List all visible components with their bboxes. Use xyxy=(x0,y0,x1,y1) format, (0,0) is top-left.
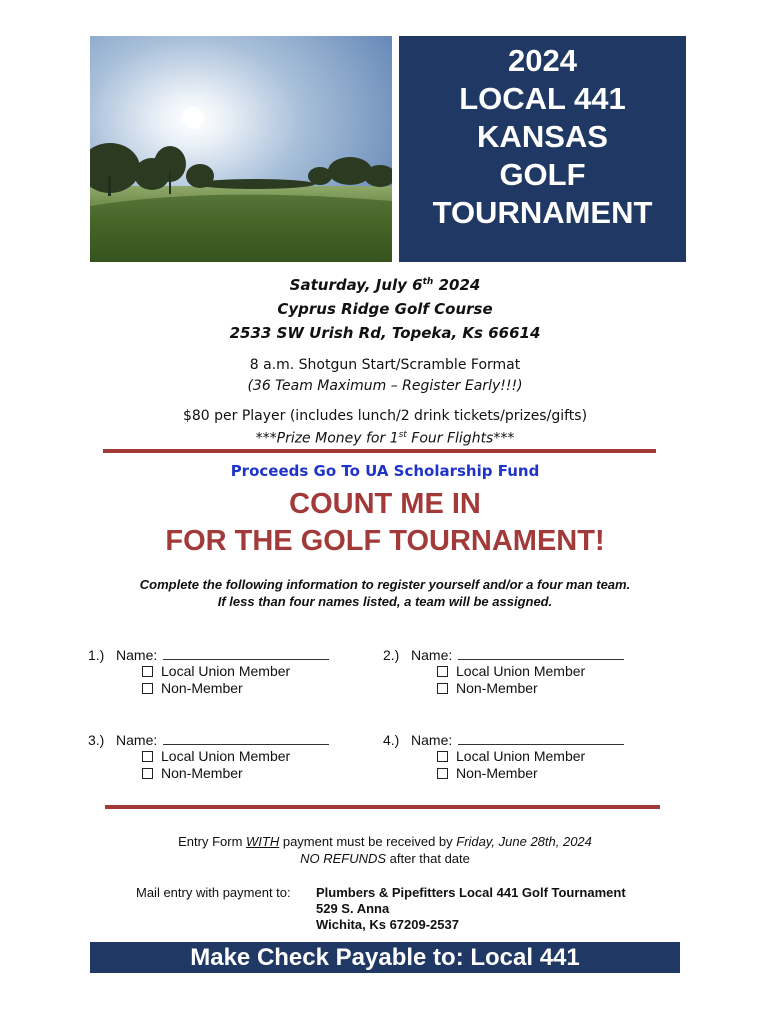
title-year: 2024 xyxy=(508,43,577,78)
non-member-label: Non-Member xyxy=(456,680,538,696)
event-prize: ***Prize Money for 1st Four Flights*** xyxy=(255,430,515,447)
name-input-line[interactable] xyxy=(458,646,624,660)
divider-bottom xyxy=(105,805,660,809)
refund-note: NO REFUNDS after that date xyxy=(300,851,470,866)
local-union-member-checkbox[interactable] xyxy=(142,666,153,677)
registrant-2 xyxy=(383,646,624,697)
title-golf: GOLF xyxy=(499,157,586,192)
name-input-line[interactable] xyxy=(163,646,329,660)
registrant-number: 4.) xyxy=(383,732,400,748)
local-union-member-checkbox[interactable] xyxy=(437,666,448,677)
registrant-number: 2.) xyxy=(383,647,400,663)
golf-course-photo xyxy=(90,36,392,262)
registrant-4 xyxy=(383,731,624,782)
mail-address-line3: Wichita, Ks 67209-2537 xyxy=(316,917,459,932)
non-member-checkbox[interactable] xyxy=(142,683,153,694)
local-union-member-checkbox[interactable] xyxy=(437,751,448,762)
non-member-checkbox[interactable] xyxy=(142,768,153,779)
local-union-member-label: Local Union Member xyxy=(456,663,586,679)
instructions-line2: If less than four names listed, a team will be assigned. xyxy=(217,594,553,609)
non-member-label: Non-Member xyxy=(161,680,243,696)
name-label: Name: xyxy=(411,732,453,748)
non-member-label: Non-Member xyxy=(161,765,243,781)
title-state: KANSAS xyxy=(477,119,608,154)
title-local: LOCAL 441 xyxy=(459,81,626,116)
proceeds-note: Proceeds Go To UA Scholarship Fund xyxy=(230,462,540,480)
non-member-label: Non-Member xyxy=(456,765,538,781)
event-course: Cyprus Ridge Golf Course xyxy=(277,300,493,318)
event-price: $80 per Player (includes lunch/2 drink tickets/prizes/gifts) xyxy=(182,408,588,424)
name-input-line[interactable] xyxy=(458,731,624,745)
non-member-checkbox[interactable] xyxy=(437,768,448,779)
instructions-line1: Complete the following information to register yourself and/or a four man team. xyxy=(139,577,631,592)
local-union-member-label: Local Union Member xyxy=(161,748,291,764)
registrant-1 xyxy=(88,646,329,697)
local-union-member-checkbox[interactable] xyxy=(142,751,153,762)
golf-tournament-heading: FOR THE GOLF TOURNAMENT! xyxy=(165,525,605,557)
local-union-member-label: Local Union Member xyxy=(161,663,291,679)
name-input-line[interactable] xyxy=(163,731,329,745)
title-box xyxy=(396,36,686,262)
mail-address xyxy=(316,885,626,933)
payable-banner: Make Check Payable to: Local 441 xyxy=(90,942,680,973)
name-label: Name: xyxy=(116,647,158,663)
event-start: 8 a.m. Shotgun Start/Scramble Format xyxy=(249,357,521,373)
mail-label: Mail entry with payment to: xyxy=(136,885,291,900)
local-union-member-label: Local Union Member xyxy=(456,748,586,764)
registrant-number: 1.) xyxy=(88,647,105,663)
mail-address-line2: 529 S. Anna xyxy=(316,901,390,916)
divider-top xyxy=(103,449,656,453)
name-label: Name: xyxy=(116,732,158,748)
mail-address-line1: Plumbers & Pipefitters Local 441 Golf Tournament xyxy=(316,885,626,900)
name-label: Name: xyxy=(411,647,453,663)
count-me-in-heading: COUNT ME IN xyxy=(289,488,481,520)
event-max-teams: (36 Team Maximum – Register Early!!!) xyxy=(247,378,523,394)
event-address: 2533 SW Urish Rd, Topeka, Ks 66614 xyxy=(229,324,541,342)
registrant-number: 3.) xyxy=(88,732,105,748)
title-tournament: TOURNAMENT xyxy=(432,195,653,230)
entry-deadline: Entry Form WITH payment must be received by Friday, June 28th, 2024 xyxy=(178,834,592,849)
registrant-3 xyxy=(88,731,329,782)
event-date: Saturday, July 6th 2024 xyxy=(289,276,481,294)
non-member-checkbox[interactable] xyxy=(437,683,448,694)
